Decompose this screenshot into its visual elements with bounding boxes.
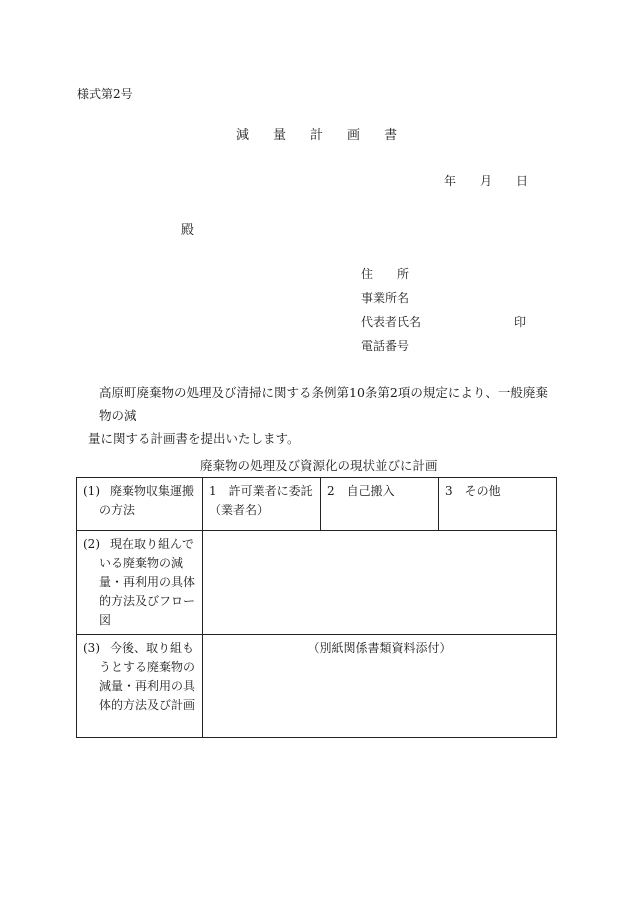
sender-phone-label: 電話番号 [361,339,410,353]
row2-label-d: 的方法及びフロー [99,594,196,608]
option-other: 3 その他 [445,484,501,498]
option-self-transport: 2 自己搬入 [327,484,395,498]
date-year: 年 [444,174,457,188]
date-day: 日 [516,174,529,188]
title-char: 減 [236,128,250,143]
row1-label-b: の方法 [99,503,136,517]
seal-mark: 印 [514,315,527,329]
title-char: 量 [273,128,287,143]
body-paragraph [77,381,555,450]
option-self-cell [321,478,439,531]
row3-content-cell[interactable] [203,635,557,738]
body-line-2: 量に関する計画書を提出いたします。 [88,431,300,446]
title-char: 画 [347,128,361,143]
row3-label-a: 今後、取り組も [110,641,195,655]
row1-label-cell [77,478,203,531]
row2-content-cell[interactable] [203,531,557,635]
table-row [77,635,557,738]
sender-business-name-label: 事業所名 [361,291,410,305]
table-caption: 廃棄物の処理及び資源化の現状並びに計画 [200,458,438,473]
attachment-note: （別紙関係書類資料添付） [307,641,452,655]
table-row [77,531,557,635]
sender-representative-label: 代表者氏名 [361,315,422,329]
row2-label-c: 量・再利用の具体 [99,575,196,589]
option-commission-cell [203,478,321,531]
row3-number: (3) [83,641,100,655]
row2-number: (2) [83,537,100,551]
date-line [444,172,528,189]
plan-table [76,477,557,738]
row1-number: (1) [83,484,100,498]
option-commission-contractor: （業者名） [209,503,270,517]
addressee: 殿 [181,223,195,238]
body-line-1: 高原町廃棄物の処理及び清掃に関する条例第10条第2項の規定により、一般廃棄物の減 [99,385,548,423]
form-number: 様式第2号 [77,87,133,101]
row2-label-cell [77,531,203,635]
row2-label-b: いる廃棄物の減 [99,556,184,570]
option-other-cell [439,478,557,531]
title-char: 計 [310,128,324,143]
row3-label-b: うとする廃棄物の [99,660,196,674]
row2-label-a: 現在取り組んで [110,537,195,551]
row3-label-c: 減量・再利用の具 [99,679,196,693]
sender-address-label: 住 所 [361,267,410,281]
title-char: 書 [384,128,398,143]
date-month: 月 [480,174,493,188]
row2-label-e: 図 [99,613,112,627]
row3-label-cell [77,635,203,738]
row1-label-a: 廃棄物収集運搬 [110,484,195,498]
option-commission: 1 許可業者に委託 [209,484,313,498]
document-title [236,124,397,143]
row3-label-d: 体的方法及び計画 [99,698,196,712]
table-row [77,478,557,531]
